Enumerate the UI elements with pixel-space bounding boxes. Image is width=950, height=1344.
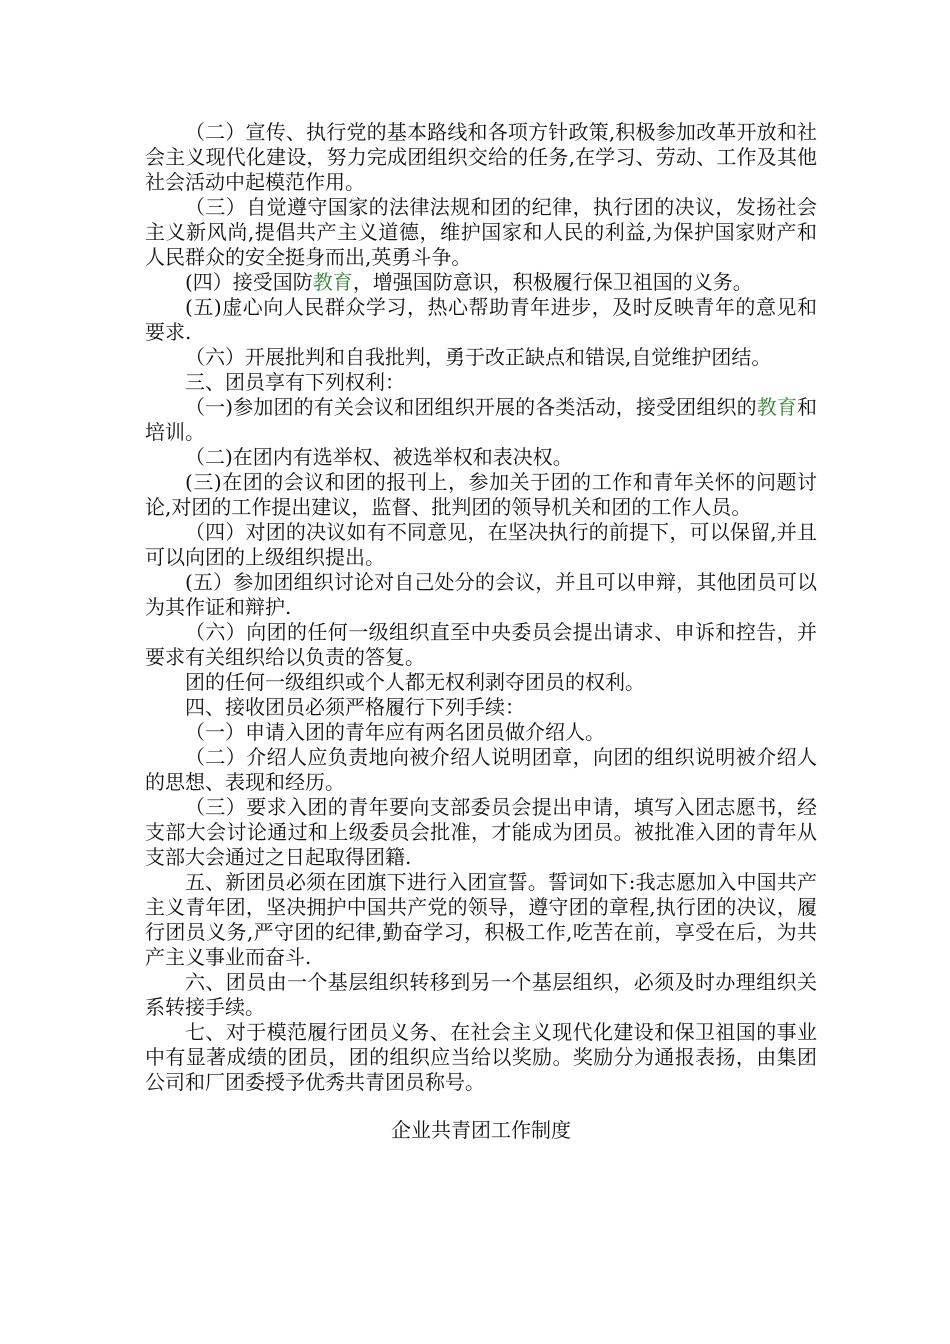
paragraph [145, 570, 817, 620]
paragraph [145, 870, 817, 970]
paragraph-text: 和培训。 [145, 395, 818, 444]
paragraph-text: 六、团员由一个基层组织转移到另一个基层组织，必须及时办理组织关系转接手续。 [145, 970, 817, 1019]
paragraph [145, 120, 817, 195]
paragraph-text: 四、接收团员必须严格履行下列手续： [185, 695, 525, 719]
paragraph-text: 七、对于模范履行团员义务、在社会主义现代化建设和保卫祖国的事业中有显著成绩的团员，团的组织应当给以奖励。奖励分为通报表扬，由集团公司和厂团委授予优秀共青团员称号。 [145, 1020, 817, 1094]
paragraph [145, 670, 817, 695]
paragraph-text: （二)在团内有选举权、被选举权和表决权。 [185, 445, 573, 469]
paragraph [145, 695, 817, 720]
paragraph-text: 五、新团员必须在团旗下进行入团宣誓。誓词如下:我志愿加入中国共产主义青年团，坚决拥护中国共产党的领导，遵守团的章程,执行团的决议，履行团员义务,严守团的纪律,勤奋学习，积极工作,吃苦在前，享受在后，为共产主义事业而奋斗. [145, 870, 817, 969]
paragraph [145, 445, 817, 470]
paragraph-text: 三、团员享有下列权利： [185, 370, 405, 394]
paragraph-text: (三)在团的会议和团的报刊上，参加关于团的工作和青年关怀的问题讨论,对团的工作提出建议，监督、批判团的领导机关和团的工作人员。 [145, 470, 817, 519]
keyword-link[interactable]: 教育 [756, 395, 798, 419]
paragraph-text: ，增强国防意识，积极履行保卫祖国的义务。 [352, 270, 753, 294]
paragraph [145, 620, 817, 670]
paragraph [145, 345, 817, 370]
paragraph [145, 370, 817, 395]
paragraph [145, 195, 817, 270]
paragraph-text: （一)参加团的有关会议和团组织开展的各类活动，接受团组织的 [185, 395, 757, 419]
section-title: 企业共青团工作制度 [391, 1118, 571, 1142]
paragraph [145, 970, 817, 1020]
paragraph [145, 520, 817, 570]
paragraph [145, 295, 817, 345]
paragraph-text: (四）接受国防 [185, 270, 313, 294]
paragraph-text: (五）参加团组织讨论对自己处分的会议，并且可以申辩，其他团员可以为其作证和辩护. [145, 570, 817, 619]
paragraph [145, 720, 817, 745]
paragraph [145, 395, 817, 445]
paragraph-text: （六）开展批判和自我批判，勇于改正缺点和错误,自觉维护团结。 [185, 345, 772, 369]
paragraph-text: （一）申请入团的青年应有两名团员做介绍人。 [185, 720, 605, 744]
paragraph-text: （三）要求入团的青年要向支部委员会提出申请，填写入团志愿书，经支部大会讨论通过和上级委员会批准，才能成为团员。被批准入团的青年从支部大会通过之日起取得团籍. [145, 795, 817, 869]
paragraph [145, 795, 817, 870]
paragraph [145, 745, 817, 795]
paragraph [145, 470, 817, 520]
document-body [145, 120, 817, 1095]
paragraph-text: （六）向团的任何一级组织直至中央委员会提出请求、申诉和控告，并要求有关组织给以负责的答复。 [145, 620, 817, 669]
paragraph-text: （二）介绍人应负责地向被介绍人说明团章，向团的组织说明被介绍人的思想、表现和经历。 [145, 745, 817, 794]
paragraph [145, 1020, 817, 1095]
paragraph-text: 团的任何一级组织或个人都无权利剥夺团员的权利。 [185, 670, 645, 694]
keyword-link[interactable]: 教育 [312, 270, 353, 294]
paragraph-text: （三）自觉遵守国家的法律法规和团的纪律，执行团的决议，发扬社会主义新风尚,提倡共产主义道德，维护国家和人民的利益,为保护国家财产和人民群众的安全挺身而出,英勇斗争。 [145, 195, 817, 269]
paragraph-text: (五)虚心向人民群众学习，热心帮助青年进步，及时反映青年的意见和要求. [145, 295, 817, 344]
paragraph [145, 270, 817, 295]
paragraph-text: （二）宣传、执行党的基本路线和各项方针政策,积极参加改革开放和社会主义现代化建设，努力完成团组织交给的任务,在学习、劳动、工作及其他社会活动中起模范作用。 [145, 120, 817, 194]
paragraph-text: （四）对团的决议如有不同意见，在坚决执行的前提下，可以保留,并且可以向团的上级组织提出。 [145, 520, 817, 569]
